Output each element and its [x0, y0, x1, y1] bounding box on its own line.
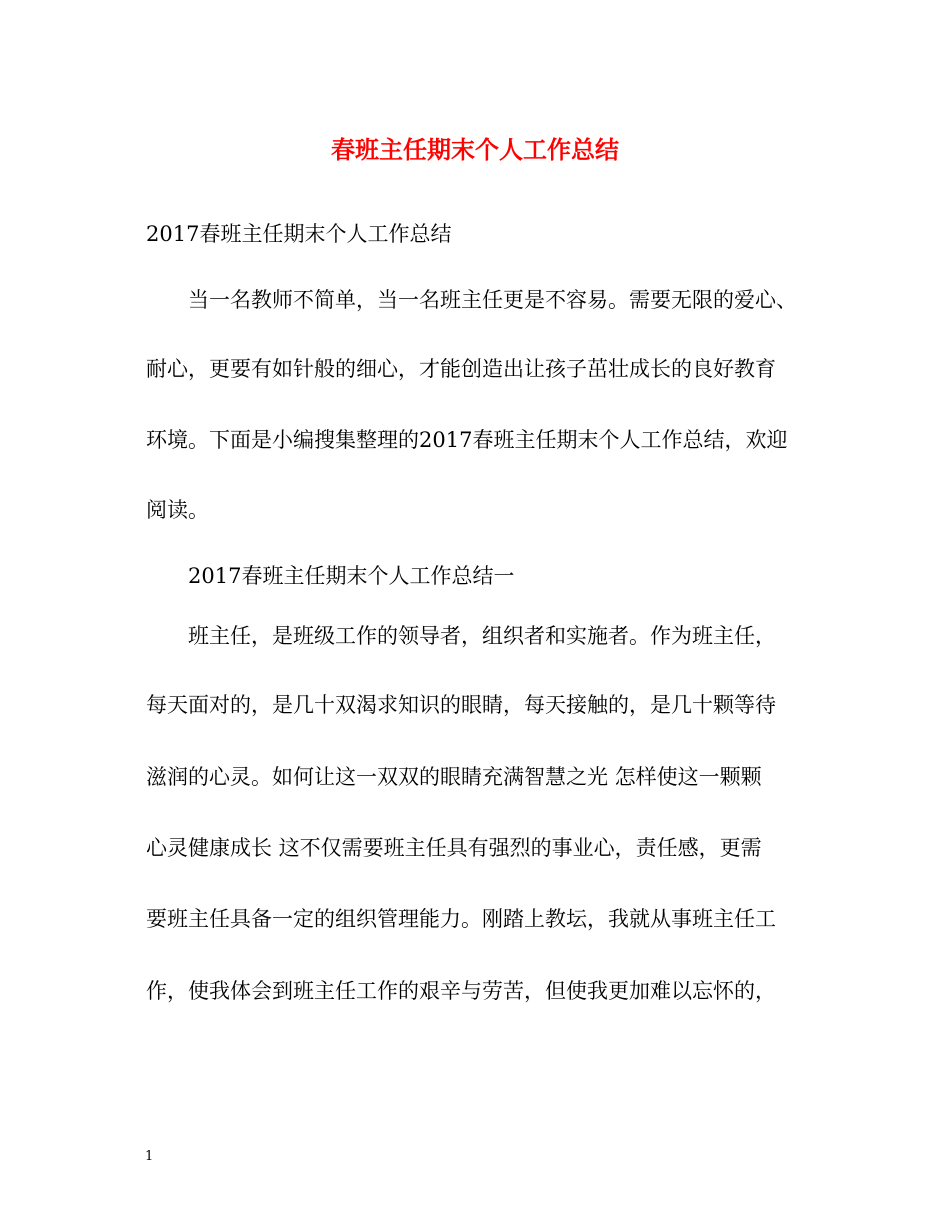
body-line: 滋润的心灵。如何让这一双双的眼睛充满智慧之光 怎样使这一颗颗 — [146, 765, 762, 789]
page-number: 1 — [145, 1149, 154, 1164]
body-line: 当一名教师不简单，当一名班主任更是不容易。需要无限的爱心、 — [188, 288, 797, 312]
body-line: 环境。下面是小编搜集整理的2017春班主任期末个人工作总结，欢迎 — [146, 428, 788, 452]
body-line: 耐心，更要有如针般的细心，才能创造出让孩子茁壮成长的良好教育 — [146, 357, 776, 381]
body-line: 班主任，是班级工作的领导者，组织者和实施者。作为班主任， — [188, 624, 776, 648]
section-heading: 2017春班主任期末个人工作总结一 — [188, 564, 515, 588]
body-line: 心灵健康成长 这不仅需要班主任具有强烈的事业心，责任感，更需 — [146, 836, 762, 860]
document-title: 春班主任期末个人工作总结 — [331, 135, 619, 164]
body-line: 阅读。 — [146, 498, 209, 522]
subtitle-line: 2017春班主任期末个人工作总结 — [146, 222, 452, 246]
body-line: 要班主任具备一定的组织管理能力。刚踏上教坛，我就从事班主任工 — [146, 907, 776, 931]
body-line: 作，使我体会到班主任工作的艰辛与劳苦，但使我更加难以忘怀的， — [146, 979, 776, 1003]
body-line: 每天面对的，是几十双渴求知识的眼睛，每天接触的，是几十颗等待 — [146, 693, 776, 717]
